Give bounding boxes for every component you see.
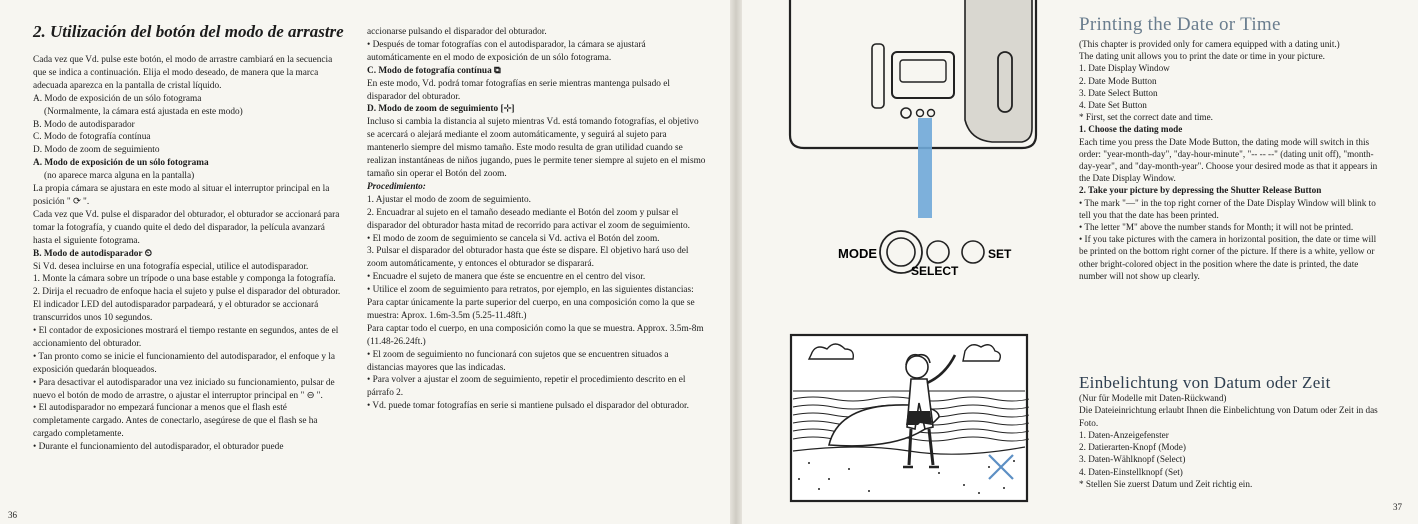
paragraph: • El contador de exposiciones mostrará el tiempo restante en segundos, antes de el accionamiento del obturador. bbox=[33, 326, 339, 349]
mode-button-large-inner bbox=[887, 238, 915, 266]
paragraph: 1. Date Display Window bbox=[1079, 63, 1170, 74]
paragraph: • Para volver a ajustar el zoom de seguimiento, repetir el procedimiento descrito en el párrafo 2. bbox=[367, 375, 686, 399]
paragraph: C. Modo de fotografía contínua ⧉ bbox=[367, 65, 501, 76]
person-head bbox=[906, 356, 928, 378]
paragraph: • The letter "M" above the number stands for Month; it will not be printed. bbox=[1079, 222, 1354, 233]
paragraph: Cada vez que Vd. pulse el disparador del obturador, el obturador se accionará para tomar la fotografía, y cuando quite el dedo del disparador, la película avanzará hasta el siguiente fotograma. bbox=[33, 209, 340, 246]
paragraph: • Durante el funcionamiento del autodisparador, el obturador puede bbox=[33, 442, 284, 453]
select-button-large bbox=[927, 241, 949, 263]
paragraph: • Después de tomar fotografías con el autodisparador, la cámara se ajustará automáticamente en el modo de exposición de un sólo fotograma. bbox=[367, 39, 646, 63]
paragraph: • Para desactivar el autodisparador una vez iniciado su funcionamiento, pulsar de nuevo el botón de modo de arrastre, o ajustar el interruptor principal en " ⊖ ". bbox=[33, 377, 335, 401]
page-number-left: 36 bbox=[8, 510, 17, 520]
paragraph: 4. Date Set Button bbox=[1079, 100, 1147, 111]
page-number-right: 37 bbox=[1393, 502, 1402, 512]
paragraph: Cada vez que Vd. pulse este botón, el modo de arrastre cambiará en la secuencia que se indica a continuación. Elija el modo deseado, de manera que la marca adecuada aparezca en la pantalla de cristal líquido. bbox=[33, 55, 333, 91]
paragraph: • El zoom de seguimiento no funcionará con sujetos que se encuentren situados a distancias mayores que las indicadas. bbox=[367, 349, 669, 373]
paragraph: (Normalmente, la cámara está ajustada en este modo) bbox=[44, 106, 243, 117]
paragraph: 1. Choose the dating mode bbox=[1079, 124, 1183, 135]
section-title: 2. Utilización del botón del modo de arrastre bbox=[33, 22, 344, 41]
paragraph: Para captar únicamente la parte superior del cuerpo, en una composición como la que se muestra: Aprox. 1.6m-3.5m (5.25-11.48ft.) bbox=[367, 298, 695, 321]
paragraph: • Utilice el zoom de seguimiento para retratos, por ejemplo, en las siguientes distancias: bbox=[367, 285, 694, 296]
paragraph: 1. Ajustar el modo de zoom de seguimiento. bbox=[367, 194, 531, 205]
paragraph: Procedimiento: bbox=[367, 181, 426, 192]
paragraph: • If you take pictures with the camera in horizontal position, the date or time will be printed on the bottom right corner of the picture. If there is a white, yellow or other bright-colored object in the position where the date is printed, the date number will not show up clearly. bbox=[1079, 234, 1377, 281]
left-column-1 bbox=[33, 54, 343, 454]
date-position-cross-icon bbox=[986, 452, 1016, 482]
german-body bbox=[1079, 392, 1381, 490]
paragraph: • El autodisparador no empezará funcionar a menos que el flash esté completamente cargado. Antes de conectarlo, asegúrese de que el flash se ha cargado completamente. bbox=[33, 403, 318, 440]
paragraph: • Vd. puede tomar fotografías en serie si mantiene pulsado el disparador del obturador. bbox=[367, 401, 689, 412]
camera-back-illustration bbox=[760, 0, 1060, 300]
paragraph: Die Dateieinrichtung erlaubt Ihnen die Einbelichtung von Datum oder Zeit in das Foto. bbox=[1079, 405, 1378, 428]
date-display-inner bbox=[900, 60, 946, 82]
label-set: SET bbox=[988, 247, 1012, 261]
slot-left bbox=[872, 44, 884, 108]
paragraph: D. Modo de zoom de seguimiento [⊹] bbox=[367, 104, 515, 115]
label-select: SELECT bbox=[911, 264, 959, 278]
paragraph: • The mark "—" in the top right corner of the Date Display Window will blink to tell you that the date has been printed. bbox=[1079, 197, 1376, 220]
paragraph: 3. Daten-Wählknopf (Select) bbox=[1079, 454, 1186, 465]
paragraph: • El modo de zoom de seguimiento se cancela si Vd. activa el Botón del zoom. bbox=[367, 233, 660, 244]
paragraph: Si Vd. desea incluirse en una fotografía especial, utilice el autodisparador. bbox=[33, 261, 309, 272]
callout-beam bbox=[918, 118, 932, 218]
english-body bbox=[1079, 38, 1381, 282]
paragraph: 1. Monte la cámara sobre un trípode o una base estable y componga la fotografía. bbox=[33, 274, 336, 285]
paragraph: En este modo, Vd. podrá tomar fotografías en serie mientras mantenga pulsado el disparador del obturador. bbox=[367, 78, 670, 102]
paragraph: A. Modo de exposición de un sólo fotograma bbox=[33, 158, 209, 169]
paragraph: 3. Date Select Button bbox=[1079, 87, 1158, 98]
paragraph: D. Modo de zoom de seguimiento bbox=[33, 145, 160, 156]
paragraph: 2. Take your picture by depressing the Shutter Release Button bbox=[1079, 185, 1322, 196]
left-column-2 bbox=[367, 26, 707, 413]
date-display-window bbox=[892, 52, 954, 98]
paragraph: * Stellen Sie zuerst Datum und Zeit richtig ein. bbox=[1079, 479, 1253, 490]
paragraph: (This chapter is provided only for camera equipped with a dating unit.) bbox=[1079, 39, 1340, 49]
paragraph: C. Modo de fotografía contínua bbox=[33, 132, 151, 143]
paragraph: 2. Dirija el recuadro de enfoque hacia el sujeto y pulse el disparador del obturador. El indicador LED del autodisparador parpadeará, y el obturador se accionará transcurridos unos 10 segundos. bbox=[33, 287, 341, 324]
paragraph: accionarse pulsando el disparador del obturador. bbox=[367, 27, 547, 37]
paragraph: • Encuadre el sujeto de manera que éste se encuentre en el centro del visor. bbox=[367, 272, 646, 283]
paragraph: The dating unit allows you to print the date or time in your picture. bbox=[1079, 51, 1325, 62]
paragraph: 4. Daten-Einstellknopf (Set) bbox=[1079, 466, 1183, 477]
paragraph: Each time you press the Date Mode Button, the dating mode will switch in this order: "year-month-day", "day-hour-minute", "-- -- --" (dating unit off), "month-day-year", and "day-month-year". Choose your desired mode as that it appears in the Date Display Window. bbox=[1079, 136, 1378, 184]
paragraph: * First, set the correct date and time. bbox=[1079, 112, 1213, 123]
set-button-small bbox=[928, 110, 935, 117]
paragraph: B. Modo de autodisparador bbox=[33, 119, 135, 130]
paragraph: La propia cámara se ajustara en este modo al situar el interruptor principal en la posición " ⟳ ". bbox=[33, 184, 330, 207]
english-title: Printing the Date or Time bbox=[1079, 14, 1281, 35]
paragraph: Incluso si cambia la distancia al sujeto mientras Vd. está tomando fotografías, el objetivo se acercará o alejará mediante el zoom automáticamente, y seguirá al sujeto para mantenerlo siempre del mismo tamaño. Este modo resulta de gran utilidad cuando se realizan instantáneas de niños jugando, pues le permite tener siempre al sujeto en el mismo tamaño sin operar el Botón del zoom. bbox=[367, 117, 706, 179]
paragraph: 2. Datierarten-Knopf (Mode) bbox=[1079, 442, 1186, 453]
select-button-small bbox=[917, 110, 924, 117]
label-mode: MODE bbox=[838, 246, 877, 261]
paragraph: Para captar todo el cuerpo, en una composición como la que se muestra. Approx. 3.5m-8m (11.48-26.24ft.) bbox=[367, 323, 704, 347]
paragraph: (no aparece marca alguna en la pantalla) bbox=[44, 171, 195, 182]
person-shorts bbox=[906, 411, 932, 425]
paragraph: 3. Pulsar el disparador del obturador hasta que éste se dispare. El objetivo hará uso del zoom automáticamente, y entonces el obturador se disparará. bbox=[367, 246, 689, 270]
set-button-large bbox=[962, 241, 984, 263]
paragraph: A. Modo de exposición de un sólo fotograma bbox=[33, 93, 202, 104]
paragraph: 1. Daten-Anzeigefenster bbox=[1079, 429, 1169, 440]
paragraph: • Tan pronto como se inicie el funcionamiento del autodisparador, el enfoque y la exposición quedarán bloqueados. bbox=[33, 351, 336, 375]
mode-button-small bbox=[901, 108, 911, 118]
paragraph: 2. Encuadrar al sujeto en el tamaño deseado mediante el Botón del zoom y pulsar el disparador del obturador hasta mitad de recorrido para activar el zoom de seguimiento. bbox=[367, 207, 690, 231]
paragraph: 2. Date Mode Button bbox=[1079, 75, 1157, 86]
paragraph: B. Modo de autodisparador ⏲ bbox=[33, 248, 152, 259]
german-title: Einbelichtung von Datum oder Zeit bbox=[1079, 373, 1331, 392]
book-gutter bbox=[730, 0, 742, 524]
right-page bbox=[742, 0, 1418, 524]
paragraph: (Nur für Modelle mit Daten-Rückwand) bbox=[1079, 393, 1227, 403]
